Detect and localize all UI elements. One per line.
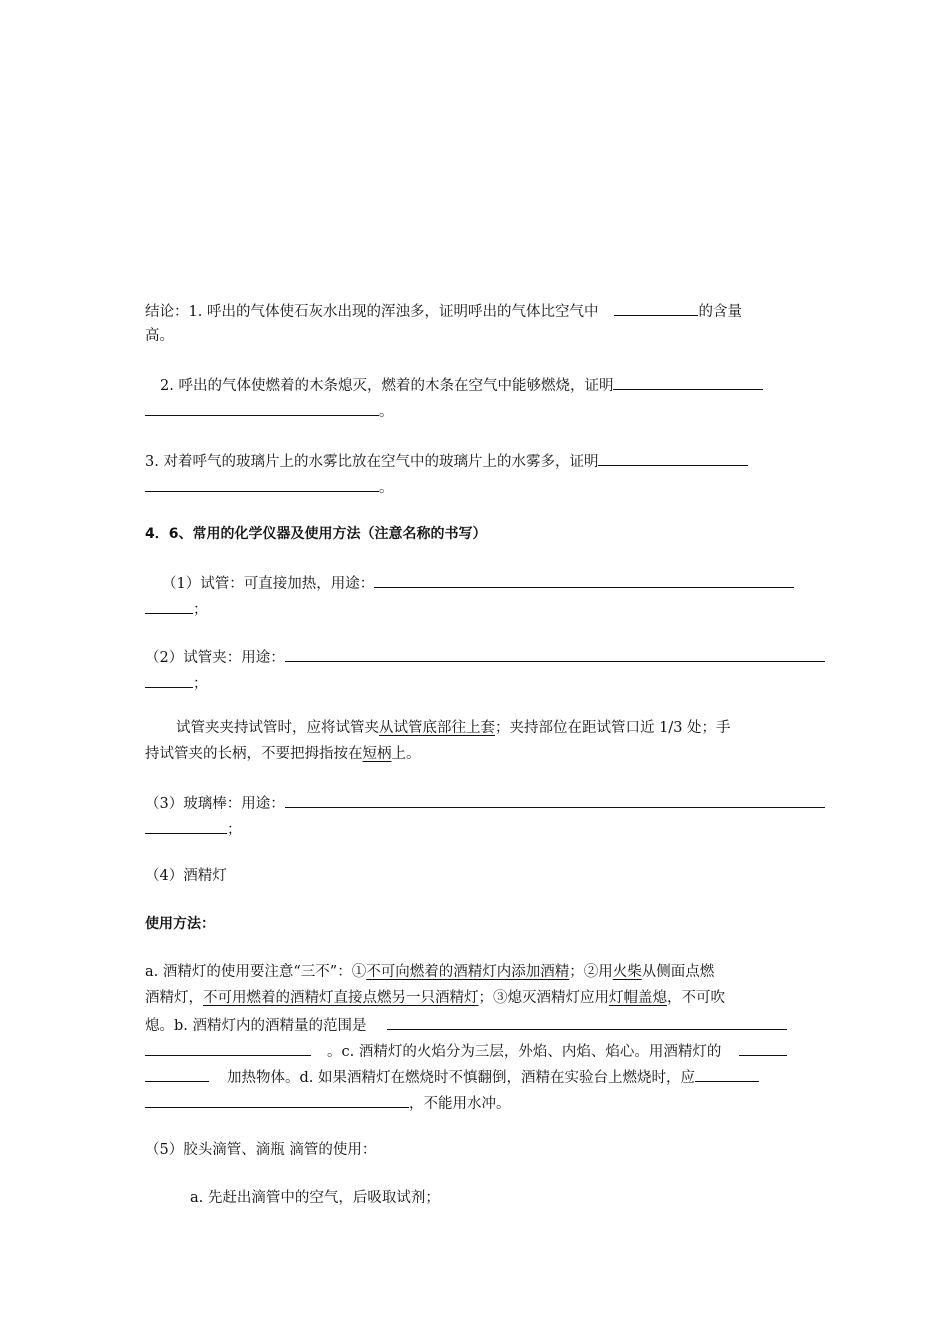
dropper-step-a: a. 先赶出滴管中的空气，后吸取试剂； <box>190 1190 440 1206</box>
blank-field[interactable] <box>285 792 825 808</box>
holder-note-underlined: 从试管底部往上套 <box>379 720 495 736</box>
usage-text: ，不能用水冲。 <box>409 1096 511 1112</box>
conclusion-1-cont: 高。 <box>145 328 174 344</box>
blank-field[interactable] <box>145 818 227 834</box>
holder-note-text: 试管夹夹持试管时，应将试管夹 <box>176 720 379 736</box>
section-heading: 4．6、常用的化学仪器及使用方法（注意名称的书写） <box>145 526 487 542</box>
test-tube-label: （1）试管：可直接加热，用途： <box>162 576 375 592</box>
holder-note-text: 上。 <box>391 746 421 762</box>
usage-line-4 <box>145 1040 787 1062</box>
conclusion-line-3-cont <box>145 476 394 498</box>
usage-text: ；②用 <box>569 964 613 980</box>
item-dropper: （5）胶头滴管、滴瓶 滴管的使用： <box>145 1142 377 1158</box>
usage-text: 熄。b. 酒精灯内的酒精量的范围是 <box>145 1018 367 1034</box>
item-test-tube-cont <box>145 598 208 620</box>
blank-field[interactable] <box>145 672 193 688</box>
blank-field[interactable] <box>145 1066 209 1082</box>
glass-rod-end: ； <box>227 822 242 838</box>
usage-line-2 <box>145 988 725 1008</box>
usage-underlined: 不可用燃着的酒精灯直接点燃另一只酒精灯 <box>203 990 479 1006</box>
blank-field[interactable] <box>145 1040 311 1056</box>
holder-note-line-2 <box>145 744 421 764</box>
blank-field[interactable] <box>387 1014 787 1030</box>
usage-underlined: 灯帽盖熄 <box>609 990 667 1006</box>
holder-note-line-1 <box>176 718 731 738</box>
conclusion-2-end: 。 <box>379 404 394 420</box>
holder-note-text: ；夹持部位在距试管口近 1/3 处；手 <box>495 720 731 736</box>
blank-field[interactable] <box>374 572 794 588</box>
item-alcohol-lamp: （4）酒精灯 <box>145 868 227 884</box>
blank-field[interactable] <box>145 400 379 416</box>
usage-text: 。c. 酒精灯的火焰分为三层，外焰、内焰、焰心。用酒精灯的 <box>327 1044 722 1060</box>
blank-field[interactable] <box>739 1040 787 1056</box>
usage-line-6 <box>145 1092 511 1114</box>
blank-field[interactable] <box>695 1066 759 1082</box>
usage-text: 酒精灯， <box>145 990 203 1006</box>
test-tube-end: ； <box>193 602 208 618</box>
usage-underlined: 火柴 <box>612 964 642 980</box>
conclusion-line-2-cont <box>145 400 394 422</box>
usage-text: a. 酒精灯的使用要注意“三不”：① <box>145 964 367 980</box>
holder-label: （2）试管夹：用途： <box>145 650 285 666</box>
conclusion-3-end: 。 <box>379 480 394 496</box>
item-test-tube-holder <box>145 646 825 668</box>
conclusion-line-3 <box>145 450 748 472</box>
conclusion-line-1-cont <box>145 326 174 346</box>
conclusion-1-text: 结论：1. 呼出的气体使石灰水出现的浑浊多，证明呼出的气体比空气中 <box>145 304 599 320</box>
blank-field[interactable] <box>613 374 763 390</box>
conclusion-2-text: 2. 呼出的气体使燃着的木条熄灭，燃着的木条在空气中能够燃烧，证明 <box>160 378 614 394</box>
conclusion-1-suffix: 的含量 <box>698 304 742 320</box>
glass-rod-label: （3）玻璃棒：用途： <box>145 796 285 812</box>
item-glass-rod <box>145 792 825 814</box>
usage-underlined: 不可向燃着的酒精灯内添加酒精 <box>366 964 570 980</box>
usage-text: ，不可吹 <box>667 990 725 1006</box>
holder-note-text: 持试管夹的长柄，不要把拇指按在 <box>145 746 363 762</box>
blank-field[interactable] <box>145 476 379 492</box>
holder-end: ； <box>193 676 208 692</box>
blank-field[interactable] <box>145 598 193 614</box>
usage-line-3 <box>145 1014 787 1036</box>
blank-field[interactable] <box>598 450 748 466</box>
blank-field[interactable] <box>285 646 825 662</box>
item-glass-rod-cont <box>145 818 242 840</box>
blank-field[interactable] <box>145 1092 409 1108</box>
usage-text: 加热物体。d. 如果酒精灯在燃烧时不慎翻倒，酒精在实验台上燃烧时，应 <box>227 1070 695 1086</box>
conclusion-line-1 <box>145 300 742 322</box>
item-holder-cont <box>145 672 208 694</box>
usage-text: ；③熄灭酒精灯应用 <box>478 990 609 1006</box>
usage-text: 从侧面点燃 <box>641 964 715 980</box>
blank-field[interactable] <box>614 300 698 316</box>
item-test-tube <box>162 572 794 594</box>
usage-heading: 使用方法： <box>145 916 215 932</box>
conclusion-3-text: 3. 对着呼气的玻璃片上的水雾比放在空气中的玻璃片上的水雾多，证明 <box>145 454 599 470</box>
usage-line-1 <box>145 962 714 982</box>
usage-line-5 <box>145 1066 759 1088</box>
conclusion-line-2 <box>160 374 763 396</box>
holder-note-underlined: 短柄 <box>362 746 392 762</box>
